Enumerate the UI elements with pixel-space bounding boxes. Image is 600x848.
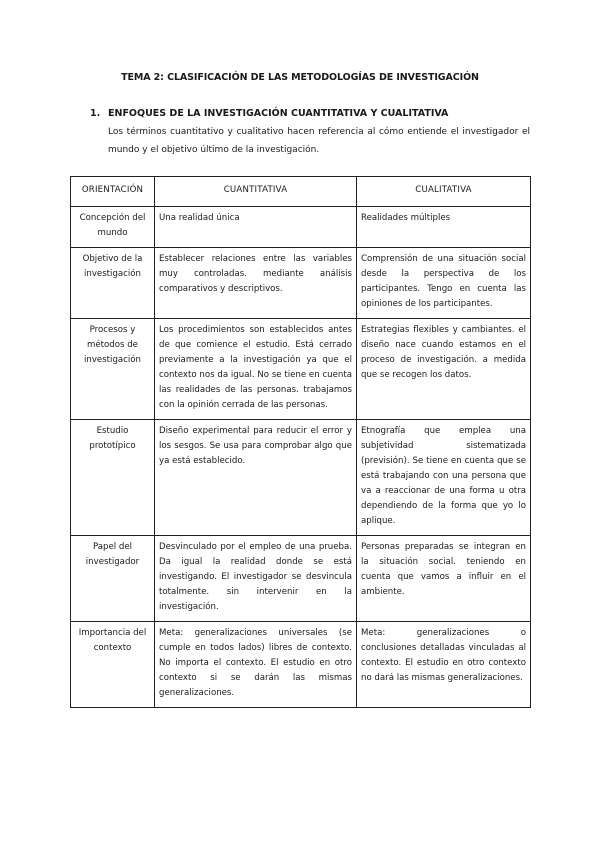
row-quantitative: Una realidad única [155, 207, 357, 248]
row-quantitative: Los procedimientos son establecidos antes de que comience el estudio. Está cerrado previamente a la investigación ya que el contexto nos da igual. No se tiene en cuenta las realidades de las personas. trabajamos con la opinión cerrada de las personas. [155, 319, 357, 420]
table-row [71, 420, 531, 536]
row-quantitative: Desvinculado por el empleo de una prueba. Da igual la realidad donde se está investigando. El investigador se desvincula totalmente. sin intervenir en la investigación. [155, 536, 357, 622]
row-qualitative: Etnografía que emplea una subjetividad sistematizada (previsión). Se tiene en cuenta que se está trabajando con una persona que va a reaccionar de una forma u otra dependiendo de la forma que yo lo aplique. [357, 420, 531, 536]
comparison-table [70, 176, 531, 708]
document-title: TEMA 2: CLASIFICACIÓN DE LAS METODOLOGÍAS DE INVESTIGACIÓN [121, 72, 479, 83]
header-quantitative: CUANTITATIVA [155, 177, 357, 207]
row-orientation: Importancia del contexto [71, 622, 155, 708]
row-qualitative: Realidades múltiples [357, 207, 531, 248]
row-orientation: Procesos y métodos de investigación [71, 319, 155, 420]
row-quantitative: Establecer relaciones entre las variables muy controladas. mediante análisis comparativos y descriptivos. [155, 248, 357, 319]
section-intro: Los términos cuantitativo y cualitativo hacen referencia al cómo entiende el investigador el mundo y el objetivo último de la investigación. [108, 127, 530, 155]
row-orientation: Concepción del mundo [71, 207, 155, 248]
header-orientation: ORIENTACIÓN [71, 177, 155, 207]
header-qualitative: CUALITATIVA [357, 177, 531, 207]
section-number: 1. [90, 108, 101, 119]
row-qualitative: Meta: generalizaciones o conclusiones detalladas vinculadas al contexto. El estudio en otro contexto no dará las mismas generalizaciones. [357, 622, 531, 708]
table-row [71, 536, 531, 622]
row-qualitative: Estrategias flexibles y cambiantes. el diseño nace cuando estamos en el proceso de investigación. a medida que se recogen los datos. [357, 319, 531, 420]
row-orientation: Papel del investigador [71, 536, 155, 622]
row-quantitative: Diseño experimental para reducir el error y los sesgos. Se usa para comprobar algo que ya está establecido. [155, 420, 357, 536]
row-quantitative: Meta: generalizaciones universales (se cumple en todos lados) libres de contexto. No importa el contexto. El estudio en otro contexto si se darán las mismas generalizaciones. [155, 622, 357, 708]
row-orientation: Estudio prototípico [71, 420, 155, 536]
table-row [71, 622, 531, 708]
table-header-row [71, 177, 531, 207]
section-heading-text: ENFOQUES DE LA INVESTIGACIÓN CUANTITATIVA Y CUALITATIVA [108, 108, 449, 119]
table-row [71, 319, 531, 420]
row-qualitative: Comprensión de una situación social desde la perspectiva de los participantes. Tengo en cuenta las opiniones de los participantes. [357, 248, 531, 319]
row-qualitative: Personas preparadas se integran en la situación social. teniendo en cuenta que vamos a influir en el ambiente. [357, 536, 531, 622]
section-heading [90, 108, 448, 119]
table-row [71, 207, 531, 248]
table-row [71, 248, 531, 319]
row-orientation: Objetivo de la investigación [71, 248, 155, 319]
